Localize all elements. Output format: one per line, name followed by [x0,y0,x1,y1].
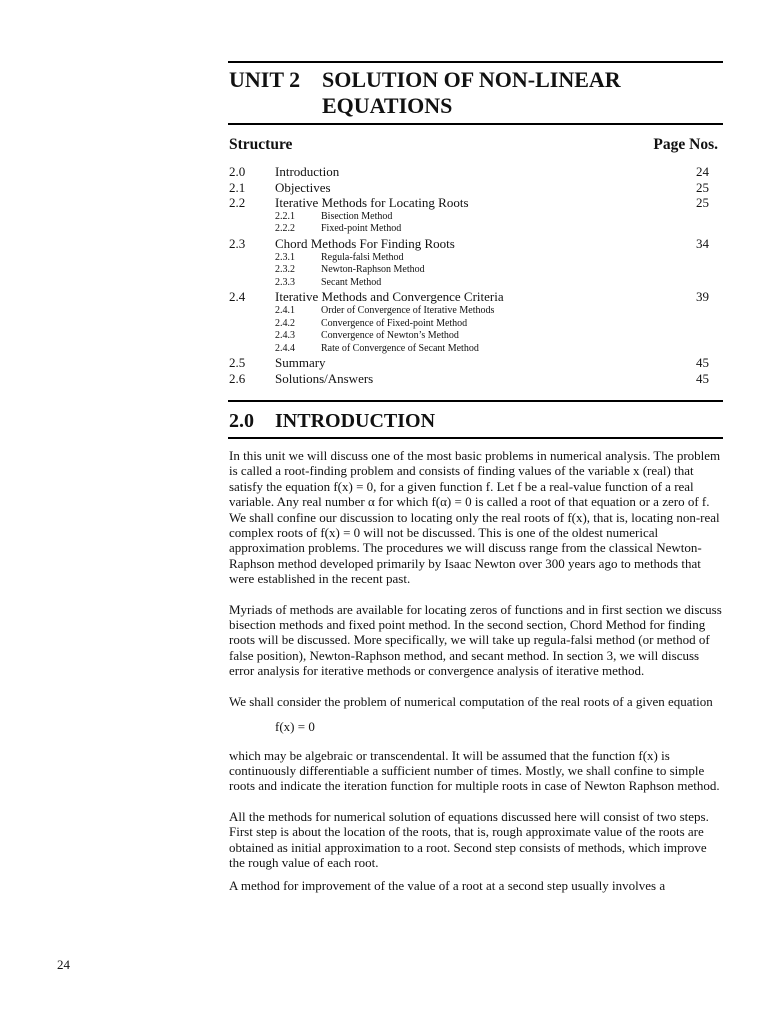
toc-subsection-number: 2.4.2 [275,317,295,329]
toc-subsection-2-4-3[interactable] [229,330,709,343]
toc-subsection-title: Bisection Method [321,210,393,222]
toc-subsection-number: 2.4.4 [275,342,295,354]
toc-subsection-2-4-4[interactable] [229,343,709,356]
section-heading [229,409,435,433]
structure-label: Structure [229,136,293,153]
toc-subsection-number: 2.2.2 [275,223,295,235]
top-rule [228,61,723,63]
toc-section-number: 2.2 [229,195,246,211]
toc-page-number: 34 [696,235,709,251]
toc-subsection-number: 2.4.3 [275,330,295,342]
unit-number: UNIT 2 [229,67,301,92]
paragraph: which may be algebraic or transcendental. It will be assumed that the function f(x) is continuously differentiable a sufficient number of times. Mostly, we shall confine to simple roots and indicate the iteration function for multiple roots in case of Newton Raphson method. [229,747,720,794]
toc-subsection-2-4-2[interactable] [229,318,709,331]
paragraph: Myriads of methods are available for locating zeros of functions and in first section we discuss bisection methods and fixed point method. In the second section, Chord Method for finding roots will be discussed. More specifically, we will take up regula-falsi method (or method of false position), Newton-Raphson method, and secant method. In section 3, we will discuss error analysis for iterative methods or convergence analysis of iterative method. [229,601,722,679]
toc-page-number: 25 [696,195,709,211]
paragraph: All the methods for numerical solution of equations discussed here will consist of two steps. First step is about the location of the roots, that is, rough approximate value of the roots are obtained as initial approximation to a root. Second step consists of methods, which improve the rough value of each root. [229,808,709,870]
toc-subsection-number: 2.2.1 [275,210,295,222]
toc-section-2-3[interactable] [229,236,709,252]
toc-page-number: 45 [696,370,709,386]
toc-subsection-title: Order of Convergence of Iterative Methods [321,304,495,316]
section-number: 2.0 [229,410,254,432]
toc-section-title: Iterative Methods for Locating Roots [275,195,469,211]
heading-rule [228,123,723,125]
paragraph: A method for improvement of the value of a root at a second step usually involves a [229,878,666,894]
toc-subsection-title: Newton-Raphson Method [321,264,425,276]
introduction-body [229,448,723,894]
toc-section-2-2[interactable] [229,195,709,211]
toc-subsection-title: Regula-falsi Method [321,251,404,263]
section-rule [228,437,723,439]
toc-section-2-6[interactable] [229,371,709,387]
toc-section-title: Introduction [275,164,340,179]
toc-section-title: Chord Methods For Finding Roots [275,235,455,251]
toc-subsection-2-2-2[interactable] [229,223,709,236]
toc-subsection-title: Convergence of Fixed-point Method [321,317,468,329]
page-nos-label: Page Nos. [653,136,718,153]
table-of-contents [229,164,709,387]
toc-page-number: 24 [696,164,709,179]
toc-subsection-2-4-1[interactable] [229,305,709,318]
toc-subsection-title: Fixed-point Method [321,223,402,235]
toc-rule [228,400,723,402]
toc-page-number: 39 [696,289,709,305]
unit-heading [229,67,621,119]
toc-section-2-4[interactable] [229,289,709,305]
unit-title-line1: SOLUTION OF NON-LINEAR [322,67,621,92]
toc-section-number: 2.6 [229,370,246,386]
toc-page-number: 25 [696,179,709,195]
toc-subsection-title: Secant Method [321,276,382,288]
toc-section-title: Objectives [275,179,331,195]
toc-subsection-2-3-2[interactable] [229,264,709,277]
toc-section-2-5[interactable] [229,355,709,371]
toc-section-title: Iterative Methods and Convergence Criteria [275,289,504,305]
toc-section-2-0[interactable] [229,164,709,180]
paragraph: In this unit we will discuss one of the most basic problems in numerical analysis. The problem is called a root-finding problem and consists of finding values of the variable x (real) that satisfy the equation f(x) = 0, for a given function f. Let f be a real-value function of a real variable. Any real number α for which f(α) = 0 is called a root of that equation or a zero of f. We shall confine our discussion to locating only the real roots of f(x), that is, locating non-real complex roots of f(x) = 0 will not be discussed. This is one of the oldest numerical approximation problems. The procedures we will discuss range from the classical Newton-Raphson method developed primarily by Isaac Newton over 300 years ago to methods that were established in the recent past. [229,448,721,587]
toc-subsection-title: Rate of Convergence of Secant Method [321,342,479,354]
toc-section-number: 2.5 [229,355,246,371]
toc-subsection-number: 2.3.1 [275,251,295,263]
toc-page-number: 45 [696,355,709,371]
structure-header [229,136,718,154]
toc-subsection-2-3-1[interactable] [229,252,709,265]
toc-subsection-number: 2.3.3 [275,276,295,288]
toc-section-title: Solutions/Answers [275,370,374,386]
toc-subsection-2-3-3[interactable] [229,277,709,290]
toc-subsection-title: Convergence of Newton’s Method [321,330,459,342]
toc-section-number: 2.0 [229,164,246,179]
unit-title-line2: EQUATIONS [322,93,453,118]
toc-section-number: 2.4 [229,289,246,305]
toc-section-title: Summary [275,355,326,371]
page-number: 24 [57,957,70,972]
paragraph: We shall consider the problem of numerical computation of the real roots of a given equation [229,693,713,709]
toc-section-number: 2.1 [229,179,246,195]
section-title: INTRODUCTION [275,410,436,432]
toc-section-2-1[interactable] [229,180,709,196]
toc-section-number: 2.3 [229,235,246,251]
equation: f(x) = 0 [275,719,315,735]
toc-subsection-2-2-1[interactable] [229,211,709,224]
toc-subsection-number: 2.3.2 [275,264,295,276]
toc-subsection-number: 2.4.1 [275,304,295,316]
